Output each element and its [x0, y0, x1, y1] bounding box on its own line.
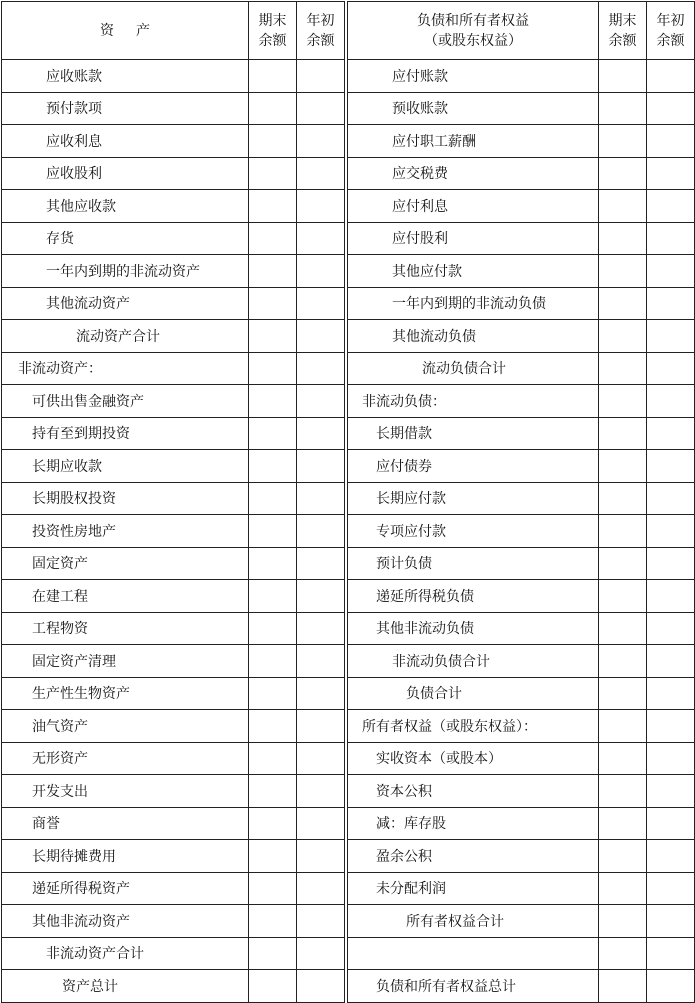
- asset-item-label: 可供出售金融资产: [2, 385, 249, 418]
- liability-begin-balance-cell: [647, 255, 695, 288]
- table-row: [2, 287, 695, 320]
- asset-end-balance-cell: [249, 125, 297, 158]
- asset-begin-balance-cell: [297, 92, 345, 125]
- liability-end-balance-cell: [599, 515, 647, 548]
- asset-end-balance-cell: [249, 937, 297, 970]
- asset-begin-balance-cell: [297, 157, 345, 190]
- liability-begin-balance-cell: [647, 677, 695, 710]
- liability-end-balance-cell: [599, 385, 647, 418]
- asset-end-balance-cell: [249, 222, 297, 255]
- liability-end-balance-cell: [599, 417, 647, 450]
- liability-begin-balance-cell: [647, 385, 695, 418]
- table-row: [2, 775, 695, 808]
- table-row: [2, 352, 695, 385]
- liability-begin-balance-cell: [647, 645, 695, 678]
- asset-begin-balance-cell: [297, 872, 345, 905]
- table-row: [2, 710, 695, 743]
- asset-end-balance-cell: [249, 60, 297, 93]
- liability-item-label: 其他应付款: [348, 255, 599, 288]
- asset-end-balance-cell: [249, 157, 297, 190]
- liability-item-label: 预计负债: [348, 547, 599, 580]
- header-row: [2, 2, 695, 60]
- liability-begin-balance-cell: [647, 612, 695, 645]
- table-row: [2, 92, 695, 125]
- liability-begin-balance-cell: [647, 807, 695, 840]
- liability-item-label: 应付账款: [348, 60, 599, 93]
- asset-begin-balance-cell: [297, 677, 345, 710]
- liability-begin-balance-cell: [647, 352, 695, 385]
- asset-begin-balance-cell: [297, 645, 345, 678]
- asset-item-label: 递延所得税资产: [2, 872, 249, 905]
- liability-item-label: 负债和所有者权益总计: [348, 970, 599, 1003]
- table-row: [2, 580, 695, 613]
- table-row: [2, 742, 695, 775]
- asset-begin-balance-cell: [297, 547, 345, 580]
- asset-end-balance-cell: [249, 645, 297, 678]
- asset-item-label: 非流动资产合计: [2, 937, 249, 970]
- liability-end-balance-cell: [599, 905, 647, 938]
- liability-item-label: 应交税费: [348, 157, 599, 190]
- liability-end-balance-cell: [599, 612, 647, 645]
- liability-item-label: 专项应付款: [348, 515, 599, 548]
- liability-end-balance-cell: [599, 775, 647, 808]
- asset-begin-balance-cell: [297, 125, 345, 158]
- liability-item-label: 资本公积: [348, 775, 599, 808]
- asset-begin-balance-cell: [297, 60, 345, 93]
- table-row: [2, 482, 695, 515]
- end-balance-header: 期末 余额: [249, 2, 297, 60]
- table-row: [2, 547, 695, 580]
- liability-begin-balance-cell: [647, 775, 695, 808]
- asset-item-label: 流动资产合计: [2, 320, 249, 353]
- liability-begin-balance-cell: [647, 125, 695, 158]
- table-row: [2, 677, 695, 710]
- asset-end-balance-cell: [249, 872, 297, 905]
- table-row: [2, 807, 695, 840]
- table-row: [2, 450, 695, 483]
- asset-end-balance-cell: [249, 417, 297, 450]
- begin-balance-header: 年初 余额: [297, 2, 345, 60]
- asset-item-label: 预付款项: [2, 92, 249, 125]
- asset-end-balance-cell: [249, 482, 297, 515]
- asset-begin-balance-cell: [297, 515, 345, 548]
- asset-begin-balance-cell: [297, 352, 345, 385]
- liability-begin-balance-cell: [647, 580, 695, 613]
- liability-end-balance-cell: [599, 255, 647, 288]
- asset-begin-balance-cell: [297, 287, 345, 320]
- asset-begin-balance-cell: [297, 320, 345, 353]
- asset-begin-balance-cell: [297, 450, 345, 483]
- asset-item-label: 应收股利: [2, 157, 249, 190]
- liability-begin-balance-cell: [647, 872, 695, 905]
- liability-begin-balance-cell: [647, 417, 695, 450]
- liability-end-balance-cell: [599, 840, 647, 873]
- asset-item-label: 其他流动资产: [2, 287, 249, 320]
- table-row: [2, 905, 695, 938]
- assets-header: 资 产: [2, 2, 249, 60]
- liability-end-balance-cell: [599, 547, 647, 580]
- liability-item-label: 减：库存股: [348, 807, 599, 840]
- table-row: [2, 190, 695, 223]
- asset-item-label: 在建工程: [2, 580, 249, 613]
- asset-end-balance-cell: [249, 92, 297, 125]
- liability-item-label: 未分配利润: [348, 872, 599, 905]
- liability-end-balance-cell: [599, 352, 647, 385]
- liability-end-balance-cell: [599, 60, 647, 93]
- asset-end-balance-cell: [249, 677, 297, 710]
- asset-end-balance-cell: [249, 905, 297, 938]
- asset-item-label: 应收账款: [2, 60, 249, 93]
- asset-begin-balance-cell: [297, 612, 345, 645]
- liability-end-balance-cell: [599, 807, 647, 840]
- asset-end-balance-cell: [249, 710, 297, 743]
- table-row: [2, 157, 695, 190]
- liability-end-balance-cell: [599, 710, 647, 743]
- begin-balance-header-right: 年初 余额: [647, 2, 695, 60]
- liability-item-label: 非流动负债：: [348, 385, 599, 418]
- asset-item-label: 其他非流动资产: [2, 905, 249, 938]
- liability-begin-balance-cell: [647, 710, 695, 743]
- liability-item-label: 非流动负债合计: [348, 645, 599, 678]
- asset-begin-balance-cell: [297, 482, 345, 515]
- liability-begin-balance-cell: [647, 840, 695, 873]
- asset-end-balance-cell: [249, 775, 297, 808]
- asset-end-balance-cell: [249, 970, 297, 1003]
- liability-begin-balance-cell: [647, 970, 695, 1003]
- table-row: [2, 970, 695, 1003]
- asset-item-label: 资产总计: [2, 970, 249, 1003]
- end-balance-header-right: 期末 余额: [599, 2, 647, 60]
- liability-end-balance-cell: [599, 92, 647, 125]
- asset-item-label: 无形资产: [2, 742, 249, 775]
- asset-begin-balance-cell: [297, 385, 345, 418]
- liability-end-balance-cell: [599, 125, 647, 158]
- liability-end-balance-cell: [599, 742, 647, 775]
- liability-item-label: 所有者权益（或股东权益）：: [348, 710, 599, 743]
- liability-end-balance-cell: [599, 482, 647, 515]
- liability-begin-balance-cell: [647, 937, 695, 970]
- liability-end-balance-cell: [599, 222, 647, 255]
- liability-end-balance-cell: [599, 190, 647, 223]
- asset-end-balance-cell: [249, 840, 297, 873]
- asset-item-label: 油气资产: [2, 710, 249, 743]
- asset-item-label: 持有至到期投资: [2, 417, 249, 450]
- table-row: [2, 872, 695, 905]
- liability-end-balance-cell: [599, 287, 647, 320]
- table-row: [2, 612, 695, 645]
- asset-item-label: 投资性房地产: [2, 515, 249, 548]
- asset-begin-balance-cell: [297, 710, 345, 743]
- liability-item-label: 应付债券: [348, 450, 599, 483]
- asset-end-balance-cell: [249, 287, 297, 320]
- asset-item-label: 长期应收款: [2, 450, 249, 483]
- liability-item-label: 其他流动负债: [348, 320, 599, 353]
- asset-end-balance-cell: [249, 320, 297, 353]
- liability-begin-balance-cell: [647, 450, 695, 483]
- asset-begin-balance-cell: [297, 840, 345, 873]
- liability-end-balance-cell: [599, 645, 647, 678]
- asset-end-balance-cell: [249, 450, 297, 483]
- liability-item-label: 应付利息: [348, 190, 599, 223]
- liability-item-label: 长期应付款: [348, 482, 599, 515]
- liability-begin-balance-cell: [647, 905, 695, 938]
- asset-end-balance-cell: [249, 807, 297, 840]
- asset-end-balance-cell: [249, 352, 297, 385]
- table-row: [2, 840, 695, 873]
- asset-end-balance-cell: [249, 547, 297, 580]
- table-row: [2, 222, 695, 255]
- asset-begin-balance-cell: [297, 580, 345, 613]
- asset-begin-balance-cell: [297, 970, 345, 1003]
- liability-begin-balance-cell: [647, 320, 695, 353]
- asset-begin-balance-cell: [297, 937, 345, 970]
- asset-item-label: 固定资产: [2, 547, 249, 580]
- liability-item-label: 流动负债合计: [348, 352, 599, 385]
- asset-end-balance-cell: [249, 255, 297, 288]
- liability-begin-balance-cell: [647, 742, 695, 775]
- asset-item-label: 其他应收款: [2, 190, 249, 223]
- liability-item-label: 所有者权益合计: [348, 905, 599, 938]
- table-row: [2, 255, 695, 288]
- asset-end-balance-cell: [249, 385, 297, 418]
- asset-begin-balance-cell: [297, 775, 345, 808]
- liability-end-balance-cell: [599, 970, 647, 1003]
- liability-item-label: 负债合计: [348, 677, 599, 710]
- liability-begin-balance-cell: [647, 60, 695, 93]
- liability-item-label: 递延所得税负债: [348, 580, 599, 613]
- liability-begin-balance-cell: [647, 157, 695, 190]
- asset-item-label: 长期股权投资: [2, 482, 249, 515]
- table-row: [2, 385, 695, 418]
- asset-begin-balance-cell: [297, 222, 345, 255]
- liability-item-label: 应付职工薪酬: [348, 125, 599, 158]
- asset-item-label: 工程物资: [2, 612, 249, 645]
- liability-begin-balance-cell: [647, 287, 695, 320]
- liability-end-balance-cell: [599, 677, 647, 710]
- asset-begin-balance-cell: [297, 742, 345, 775]
- asset-item-label: 非流动资产：: [2, 352, 249, 385]
- table-row: [2, 125, 695, 158]
- liability-begin-balance-cell: [647, 222, 695, 255]
- asset-item-label: 开发支出: [2, 775, 249, 808]
- table-row: [2, 417, 695, 450]
- asset-item-label: 长期待摊费用: [2, 840, 249, 873]
- liability-item-label: 应付股利: [348, 222, 599, 255]
- asset-begin-balance-cell: [297, 190, 345, 223]
- asset-item-label: 生产性生物资产: [2, 677, 249, 710]
- balance-sheet-table: [1, 1, 695, 1003]
- liability-end-balance-cell: [599, 450, 647, 483]
- asset-end-balance-cell: [249, 742, 297, 775]
- liability-begin-balance-cell: [647, 190, 695, 223]
- liability-end-balance-cell: [599, 580, 647, 613]
- asset-end-balance-cell: [249, 515, 297, 548]
- table-row: [2, 937, 695, 970]
- liability-end-balance-cell: [599, 937, 647, 970]
- liability-item-label: 预收账款: [348, 92, 599, 125]
- liability-begin-balance-cell: [647, 515, 695, 548]
- asset-begin-balance-cell: [297, 905, 345, 938]
- asset-item-label: 存货: [2, 222, 249, 255]
- asset-end-balance-cell: [249, 612, 297, 645]
- liability-begin-balance-cell: [647, 92, 695, 125]
- liability-item-label: [348, 937, 599, 970]
- liability-item-label: 实收资本（或股本）: [348, 742, 599, 775]
- liability-end-balance-cell: [599, 320, 647, 353]
- liability-end-balance-cell: [599, 157, 647, 190]
- table-row: [2, 320, 695, 353]
- asset-item-label: 商誉: [2, 807, 249, 840]
- liability-item-label: 盈余公积: [348, 840, 599, 873]
- asset-end-balance-cell: [249, 580, 297, 613]
- table-row: [2, 515, 695, 548]
- asset-begin-balance-cell: [297, 255, 345, 288]
- liability-item-label: 长期借款: [348, 417, 599, 450]
- asset-begin-balance-cell: [297, 417, 345, 450]
- asset-begin-balance-cell: [297, 807, 345, 840]
- liability-begin-balance-cell: [647, 482, 695, 515]
- liability-item-label: 一年内到期的非流动负债: [348, 287, 599, 320]
- asset-item-label: 一年内到期的非流动资产: [2, 255, 249, 288]
- table-row: [2, 645, 695, 678]
- liability-item-label: 其他非流动负债: [348, 612, 599, 645]
- liability-begin-balance-cell: [647, 547, 695, 580]
- asset-item-label: 固定资产清理: [2, 645, 249, 678]
- asset-item-label: 应收利息: [2, 125, 249, 158]
- asset-end-balance-cell: [249, 190, 297, 223]
- liabilities-header: 负债和所有者权益 （或股东权益）: [348, 2, 599, 60]
- table-row: [2, 60, 695, 93]
- liability-end-balance-cell: [599, 872, 647, 905]
